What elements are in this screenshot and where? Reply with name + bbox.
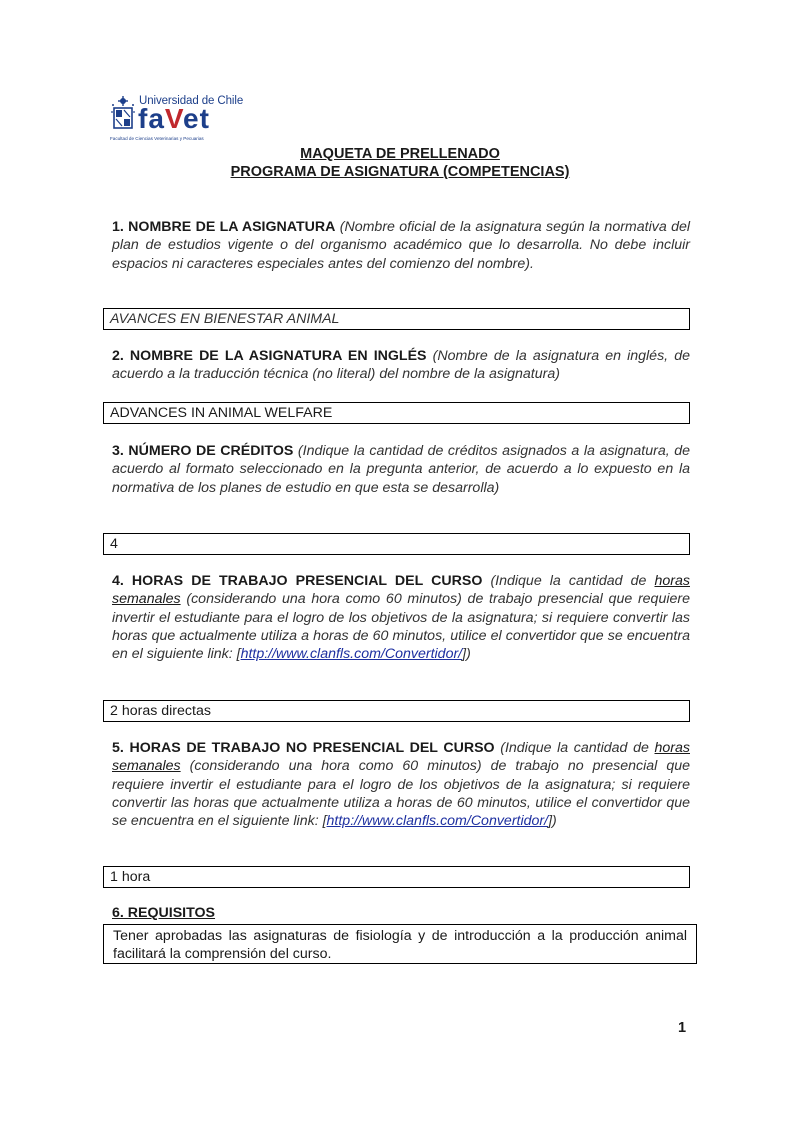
section-heading: 2. NOMBRE DE LA ASIGNATURA EN INGLÉS	[112, 348, 427, 364]
answer-field-english-name: ADVANCES IN ANIMAL WELFARE	[103, 402, 690, 424]
section-heading: 1. NOMBRE DE LA ASIGNATURA	[112, 219, 336, 235]
weekly-hours-emphasis: horas semanales	[112, 573, 690, 608]
favet-logo	[110, 92, 244, 148]
section-3	[112, 442, 690, 497]
section-heading: 3. NÚMERO DE CRÉDITOS	[112, 443, 294, 459]
answer-field-course-name: AVANCES EN BIENESTAR ANIMAL	[103, 308, 690, 330]
section-2	[112, 347, 690, 384]
answer-field-credits: 4	[103, 533, 690, 555]
university-name: Universidad de Chile	[139, 95, 244, 107]
section-note: (Indique la cantidad de créditos asignados a la asignatura, de acuerdo al formato seleccionado en la pregunta anterior, de acuerdo a lo expuesto en la normativa de los planes de estudio en que esta se desarrolla)	[112, 443, 690, 496]
section-5: 5. HORAS DE TRABAJO NO PRESENCIAL DEL CURSO (Indique la cantidad de horas semanales (considerando una hora como 60 minutos) de trabajo no presencial que requiere invertir el estudiante para el logro de los objetivos de la asignatura; si requiere convertir las horas que actualmente utiliza a horas de 60 minutos, utilice el convertidor que se encuentra en el siguiente link: [http://www.clanfls.com/Convertidor/])	[112, 740, 690, 830]
converter-link[interactable]: http://www.clanfls.com/Convertidor/	[326, 813, 549, 830]
section-4: 4. HORAS DE TRABAJO PRESENCIAL DEL CURSO (Indique la cantidad de horas semanales (considerando una hora como 60 minutos) de trabajo presencial que requiere invertir el estudiante para el logro de los objetivos de la asignatura; si requiere convertir las horas que actualmente utiliza a horas de 60 minutos, utilice el convertidor que se encuentra en el siguiente link: [http://www.clanfls.com/Convertidor/])	[112, 573, 690, 663]
favet-wordmark: faVet	[138, 103, 210, 134]
section-note: (Nombre de la asignatura en inglés, de acuerdo a la traducción técnica (no literal) del nombre de la asignatura)	[112, 348, 690, 383]
page-number: 1	[678, 1020, 687, 1036]
section-note: (Nombre oficial de la asignatura según la normativa del plan de estudios vigente o del organismo académico que lo desarrolla. No debe incluir espacios ni caracteres especiales antes del comienzo del nombre).	[112, 219, 691, 272]
section-heading: 4. HORAS DE TRABAJO PRESENCIAL DEL CURSO	[112, 573, 483, 589]
section-1	[112, 218, 690, 273]
faculty-name: Facultad de Ciencias Veterinarias y Pecuarias	[110, 136, 204, 141]
section-6-heading: 6. REQUISITOS	[112, 905, 216, 921]
document-subtitle: PROGRAMA DE ASIGNATURA (COMPETENCIAS)	[230, 164, 570, 180]
answer-field-requirements: Tener aprobadas las asignaturas de fisiología y de introducción a la producción animal facilitará la comprensión del curso.	[103, 924, 697, 964]
section-heading: 5. HORAS DE TRABAJO NO PRESENCIAL DEL CURSO	[112, 740, 495, 756]
university-crest-icon	[110, 96, 136, 134]
answer-field-non-presential-hours: 1 hora	[103, 866, 690, 888]
document-title: MAQUETA DE PRELLENADO	[300, 146, 500, 162]
weekly-hours-emphasis: horas semanales	[112, 740, 690, 775]
converter-link[interactable]: http://www.clanfls.com/Convertidor/	[240, 646, 463, 663]
answer-field-presential-hours: 2 horas directas	[103, 700, 690, 722]
